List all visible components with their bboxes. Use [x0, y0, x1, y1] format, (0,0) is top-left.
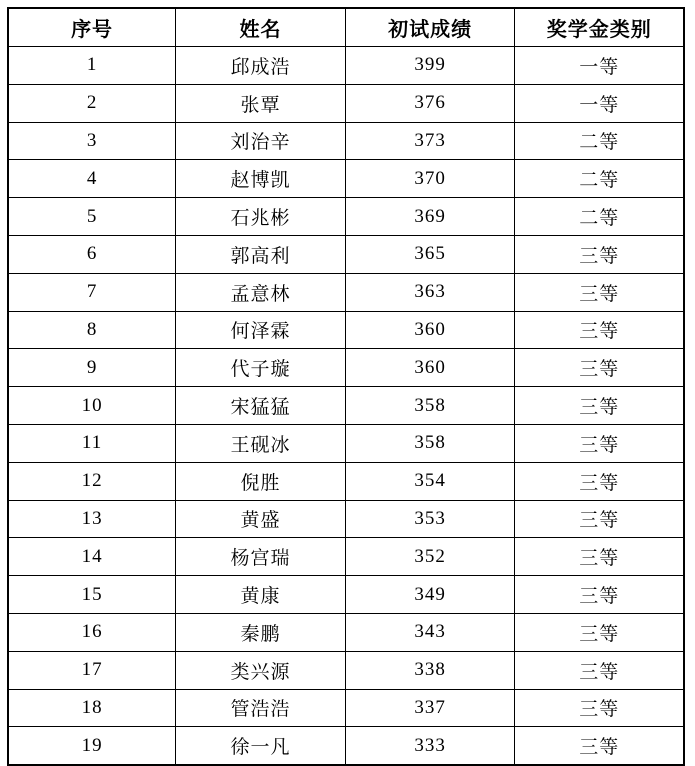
serial-number-cell: 10 [8, 387, 176, 425]
name-cell: 王砚冰 [176, 424, 346, 462]
serial-number-cell: 12 [8, 462, 176, 500]
serial-number-cell: 3 [8, 122, 176, 160]
serial-number-cell: 17 [8, 651, 176, 689]
serial-number-cell: 13 [8, 500, 176, 538]
score-cell: 373 [345, 122, 515, 160]
category-cell: 一等 [515, 84, 684, 122]
serial-number-cell: 15 [8, 576, 176, 614]
serial-number-cell: 9 [8, 349, 176, 387]
serial-number-cell: 2 [8, 84, 176, 122]
category-cell: 三等 [515, 349, 684, 387]
table-row [8, 311, 684, 349]
score-cell: 338 [345, 651, 515, 689]
category-cell: 三等 [515, 387, 684, 425]
name-cell: 代子璇 [176, 349, 346, 387]
score-cell: 369 [345, 198, 515, 236]
name-cell: 邱成浩 [176, 47, 346, 85]
score-cell: 399 [345, 47, 515, 85]
table-row [8, 273, 684, 311]
name-cell: 张覃 [176, 84, 346, 122]
name-cell: 刘治辛 [176, 122, 346, 160]
category-cell: 三等 [515, 273, 684, 311]
score-cell: 358 [345, 387, 515, 425]
score-cell: 360 [345, 311, 515, 349]
table-row [8, 651, 684, 689]
score-cell: 370 [345, 160, 515, 198]
score-cell: 352 [345, 538, 515, 576]
scholarship-score-table [7, 7, 685, 766]
table-row [8, 424, 684, 462]
serial-number-cell: 11 [8, 424, 176, 462]
serial-number-cell: 8 [8, 311, 176, 349]
category-cell: 三等 [515, 727, 684, 765]
score-cell: 337 [345, 689, 515, 727]
category-cell: 二等 [515, 122, 684, 160]
score-cell: 354 [345, 462, 515, 500]
score-cell: 349 [345, 576, 515, 614]
table-row [8, 462, 684, 500]
name-cell: 徐一凡 [176, 727, 346, 765]
category-cell: 三等 [515, 538, 684, 576]
name-cell: 石兆彬 [176, 198, 346, 236]
name-cell: 郭高利 [176, 235, 346, 273]
header-scholarship-category: 奖学金类别 [515, 8, 684, 47]
table-row [8, 689, 684, 727]
score-cell: 360 [345, 349, 515, 387]
category-cell: 三等 [515, 424, 684, 462]
serial-number-cell: 4 [8, 160, 176, 198]
table-row [8, 84, 684, 122]
header-name: 姓名 [176, 8, 346, 47]
serial-number-cell: 16 [8, 613, 176, 651]
category-cell: 二等 [515, 198, 684, 236]
header-row [8, 8, 684, 47]
category-cell: 三等 [515, 462, 684, 500]
name-cell: 类兴源 [176, 651, 346, 689]
table-row [8, 613, 684, 651]
table-row [8, 500, 684, 538]
score-cell: 343 [345, 613, 515, 651]
score-cell: 353 [345, 500, 515, 538]
category-cell: 三等 [515, 613, 684, 651]
name-cell: 杨宫瑞 [176, 538, 346, 576]
header-initial-exam-score: 初试成绩 [345, 8, 515, 47]
category-cell: 三等 [515, 500, 684, 538]
table-row [8, 47, 684, 85]
serial-number-cell: 7 [8, 273, 176, 311]
table-row [8, 576, 684, 614]
header-serial-number: 序号 [8, 8, 176, 47]
table-row [8, 727, 684, 765]
category-cell: 二等 [515, 160, 684, 198]
category-cell: 一等 [515, 47, 684, 85]
category-cell: 三等 [515, 651, 684, 689]
name-cell: 管浩浩 [176, 689, 346, 727]
name-cell: 秦鹏 [176, 613, 346, 651]
category-cell: 三等 [515, 311, 684, 349]
category-cell: 三等 [515, 235, 684, 273]
table-row [8, 387, 684, 425]
score-cell: 376 [345, 84, 515, 122]
serial-number-cell: 6 [8, 235, 176, 273]
table-row [8, 160, 684, 198]
table-row [8, 198, 684, 236]
name-cell: 何泽霖 [176, 311, 346, 349]
serial-number-cell: 19 [8, 727, 176, 765]
score-cell: 333 [345, 727, 515, 765]
category-cell: 三等 [515, 576, 684, 614]
score-cell: 365 [345, 235, 515, 273]
table-body [8, 47, 684, 766]
table-row [8, 235, 684, 273]
name-cell: 宋猛猛 [176, 387, 346, 425]
serial-number-cell: 18 [8, 689, 176, 727]
table-row [8, 122, 684, 160]
table-row [8, 349, 684, 387]
name-cell: 黄盛 [176, 500, 346, 538]
name-cell: 倪胜 [176, 462, 346, 500]
serial-number-cell: 1 [8, 47, 176, 85]
serial-number-cell: 14 [8, 538, 176, 576]
name-cell: 赵博凯 [176, 160, 346, 198]
score-cell: 363 [345, 273, 515, 311]
score-cell: 358 [345, 424, 515, 462]
category-cell: 三等 [515, 689, 684, 727]
name-cell: 黄康 [176, 576, 346, 614]
table-header [8, 8, 684, 47]
serial-number-cell: 5 [8, 198, 176, 236]
name-cell: 孟意林 [176, 273, 346, 311]
table-row [8, 538, 684, 576]
